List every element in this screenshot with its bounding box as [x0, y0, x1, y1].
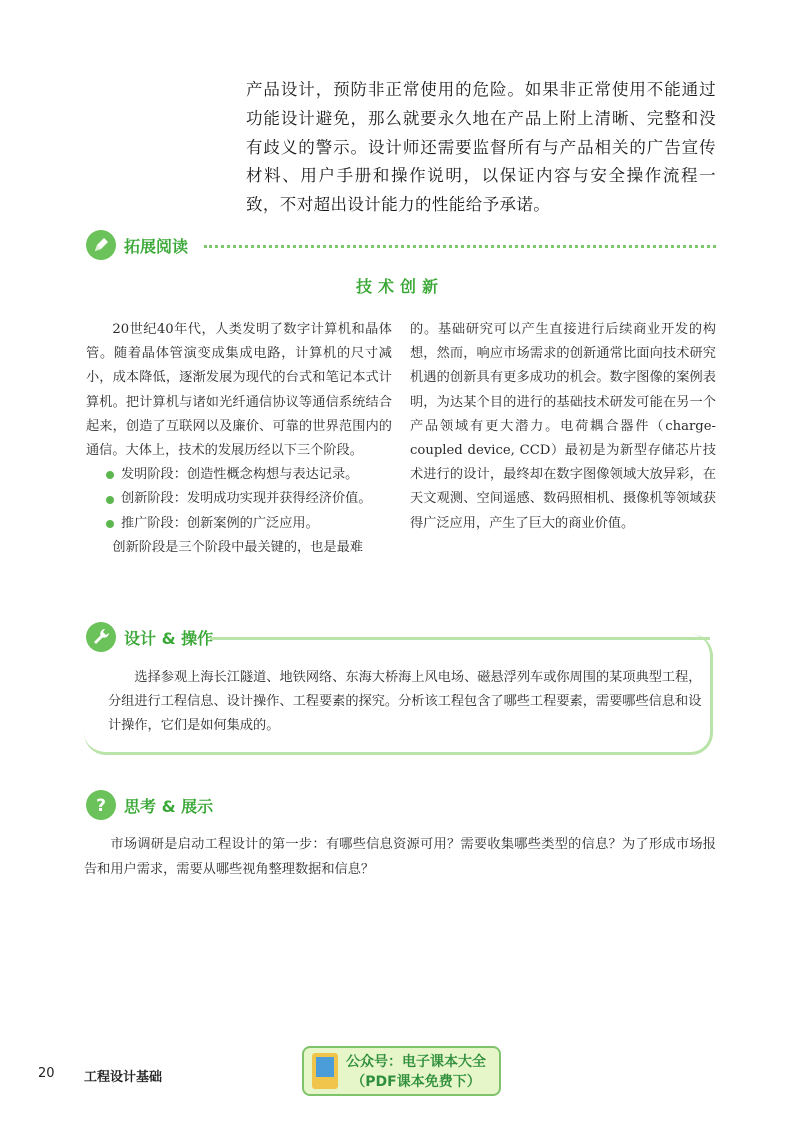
pencil-icon	[86, 230, 116, 260]
extended-reading-header	[86, 230, 188, 260]
svg-text:?: ?	[96, 796, 106, 815]
article-paragraph: 的。基础研究可以产生直接进行后续商业开发的构想，然而，响应市场需求的创新通常比面向技术研究机遇的创新具有更多成功的机会。数字图像的案例表明，为达某个目的进行的基础技术研发可能在另一个产品领域有更大潜力。电荷耦合器件（charge-coupled device, CCD）最初是为新型存储芯片技术进行的设计，最终却在数字图像领域大放异彩，在天文观测、空间遥感、数码照相机、摄像机等领域获得广泛应用，产生了巨大的商业价值。	[410, 322, 716, 531]
bullet-dot-icon	[106, 496, 114, 504]
think-show-title: 思考 & 展示	[124, 796, 214, 816]
divider-line	[210, 637, 710, 640]
book-title: 工程设计基础	[84, 1070, 163, 1085]
bullet-dot-icon	[106, 520, 114, 528]
design-operation-title: 设计 & 操作	[124, 628, 214, 648]
book-icon	[312, 1053, 338, 1089]
design-operation-header	[86, 622, 213, 652]
list-item	[86, 463, 392, 487]
stamp-line-1: 公众号：电子课本大全	[346, 1054, 486, 1070]
question-icon	[86, 790, 116, 820]
bullet-dot-icon	[106, 471, 114, 479]
think-show-header	[86, 790, 213, 820]
intro-paragraph: 产品设计，预防非正常使用的危险。如果非正常使用不能通过功能设计避免，那么就要永久地在产品上附上清晰、完整和没有歧义的警示。设计师还需要监督所有与产品相关的广告宣传材料、用户手册和操作说明，以保证内容与安全操作流程一致，不对超出设计能力的性能给予承诺。	[246, 80, 716, 215]
watermark-stamp	[302, 1046, 501, 1096]
article-paragraph: 创新阶段是三个阶段中最关键的，也是最难	[112, 539, 363, 555]
extended-reading-title: 拓展阅读	[124, 236, 189, 256]
article-right-column	[410, 318, 716, 536]
article-paragraph: 20世纪40年代，人类发明了数字计算机和晶体管。随着晶体管演变成集成电路，计算机的尺寸减小，成本降低，逐渐发展为现代的台式和笔记本式计算机。把计算机与诸如光纤通信协议等通信系统结合起来，创造了互联网以及廉价、可靠的世界范围内的通信。大体上，技术的发展历经以下三个阶段。	[86, 322, 392, 459]
design-operation-text: 选择参观上海长江隧道、地铁网络、东海大桥海上风电场、磁悬浮列车或你周围的某项典型工程，分组进行工程信息、设计操作、工程要素的探究。分析该工程包含了哪些工程要素，需要哪些信息和设计操作，它们是如何集成的。	[108, 670, 702, 734]
wrench-icon	[86, 622, 116, 652]
list-item	[86, 512, 392, 536]
bullet-text: 发明阶段：创造性概念构想与表达记录。	[121, 467, 359, 483]
stamp-line-2: （PDF课本免费下）	[351, 1074, 481, 1090]
article-title: 技术创新	[355, 277, 444, 296]
list-item	[86, 487, 392, 511]
bullet-text: 推广阶段：创新案例的广泛应用。	[121, 515, 319, 531]
page-number: 20	[38, 1066, 55, 1081]
article-left-column	[86, 318, 392, 560]
think-show-text: 市场调研是启动工程设计的第一步：有哪些信息资源可用？需要收集哪些类型的信息？为了形成市场报告和用户需求，需要从哪些视角整理数据和信息？	[84, 837, 716, 877]
divider-dotted	[204, 245, 716, 248]
bullet-text: 创新阶段：发明成功实现并获得经济价值。	[121, 491, 372, 507]
